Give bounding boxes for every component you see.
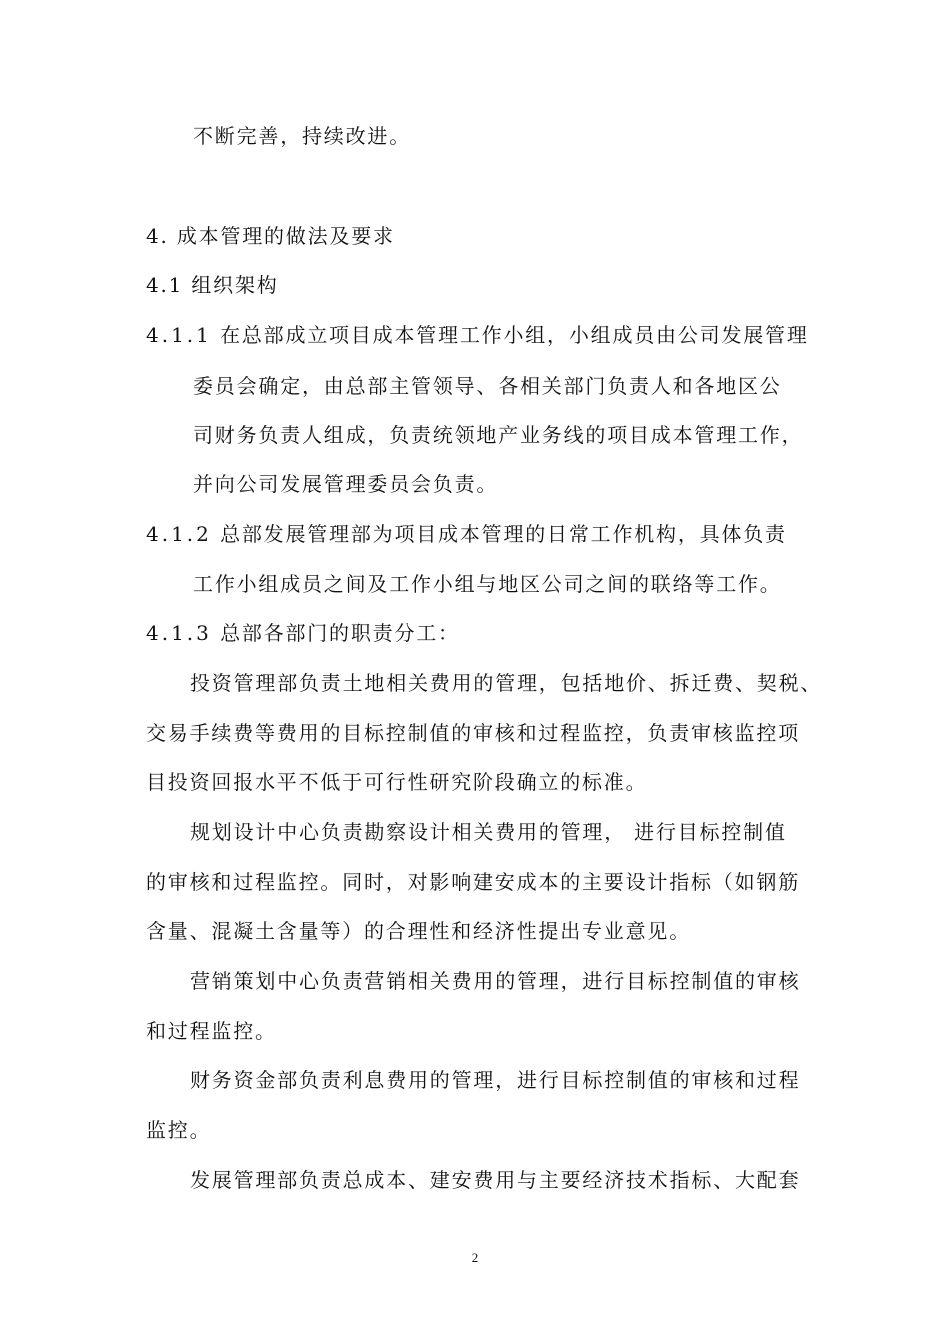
paragraph-investment-line: 交易手续费等费用的目标控制值的审核和过程监控，负责审核监控项	[146, 721, 800, 745]
paragraph-finance-line: 财务资金部负责利息费用的管理，进行目标控制值的审核和过程	[190, 1068, 801, 1092]
paragraph-planning-line: 含量、混凝土含量等）的合理性和经济性提出专业意见。	[146, 919, 691, 943]
clause-4-1-1-first-line	[146, 321, 809, 349]
clause-text: 总部发展管理部为项目成本管理的日常工作机构，具体负责	[220, 522, 787, 546]
paragraph-planning-line: 规划设计中心负责勘察设计相关费用的管理， 进行目标控制值	[190, 820, 787, 844]
clause-4-1-1-line: 委员会确定，由总部主管领导、各相关部门负责人和各地区公	[193, 374, 782, 398]
clause-number: 4.1.1	[146, 323, 212, 347]
clause-text: 总部各部门的职责分工：	[220, 621, 460, 645]
clause-number: 4.1.2	[146, 522, 212, 546]
paragraph-finance-line: 监控。	[146, 1118, 212, 1142]
paragraph-line: 不断完善，持续改进。	[193, 124, 411, 148]
clause-text: 在总部成立项目成本管理工作小组，小组成员由公司发展管理	[220, 323, 809, 347]
clause-4-1-3-first-line	[146, 619, 460, 647]
page-number: 2	[471, 1250, 479, 1265]
paragraph-marketing-line: 和过程监控。	[146, 1019, 277, 1043]
paragraph-investment-line: 投资管理部负责土地相关费用的管理，包括地价、拆迁费、契税、	[190, 671, 823, 695]
paragraph-marketing-line: 营销策划中心负责营销相关费用的管理，进行目标控制值的审核	[190, 969, 801, 993]
section-heading-4-1: 4.1 组织架构	[146, 273, 279, 297]
clause-4-1-2-line: 工作小组成员之间及工作小组与地区公司之间的联络等工作。	[193, 572, 782, 596]
clause-4-1-1-line: 并向公司发展管理委员会负责。	[193, 472, 499, 496]
clause-4-1-1-line: 司财务负责人组成，负责统领地产业务线的项目成本管理工作，	[193, 423, 804, 447]
paragraph-planning-line: 的审核和过程监控。同时，对影响建安成本的主要设计指标（如钢筋	[146, 870, 800, 894]
section-heading-4: 4. 成本管理的做法及要求	[146, 224, 395, 248]
clause-number: 4.1.3	[146, 621, 212, 645]
paragraph-investment-line: 目投资回报水平不低于可行性研究阶段确立的标准。	[146, 770, 648, 794]
paragraph-development-line: 发展管理部负责总成本、建安费用与主要经济技术指标、大配套	[190, 1168, 801, 1192]
clause-4-1-2-first-line	[146, 520, 787, 548]
